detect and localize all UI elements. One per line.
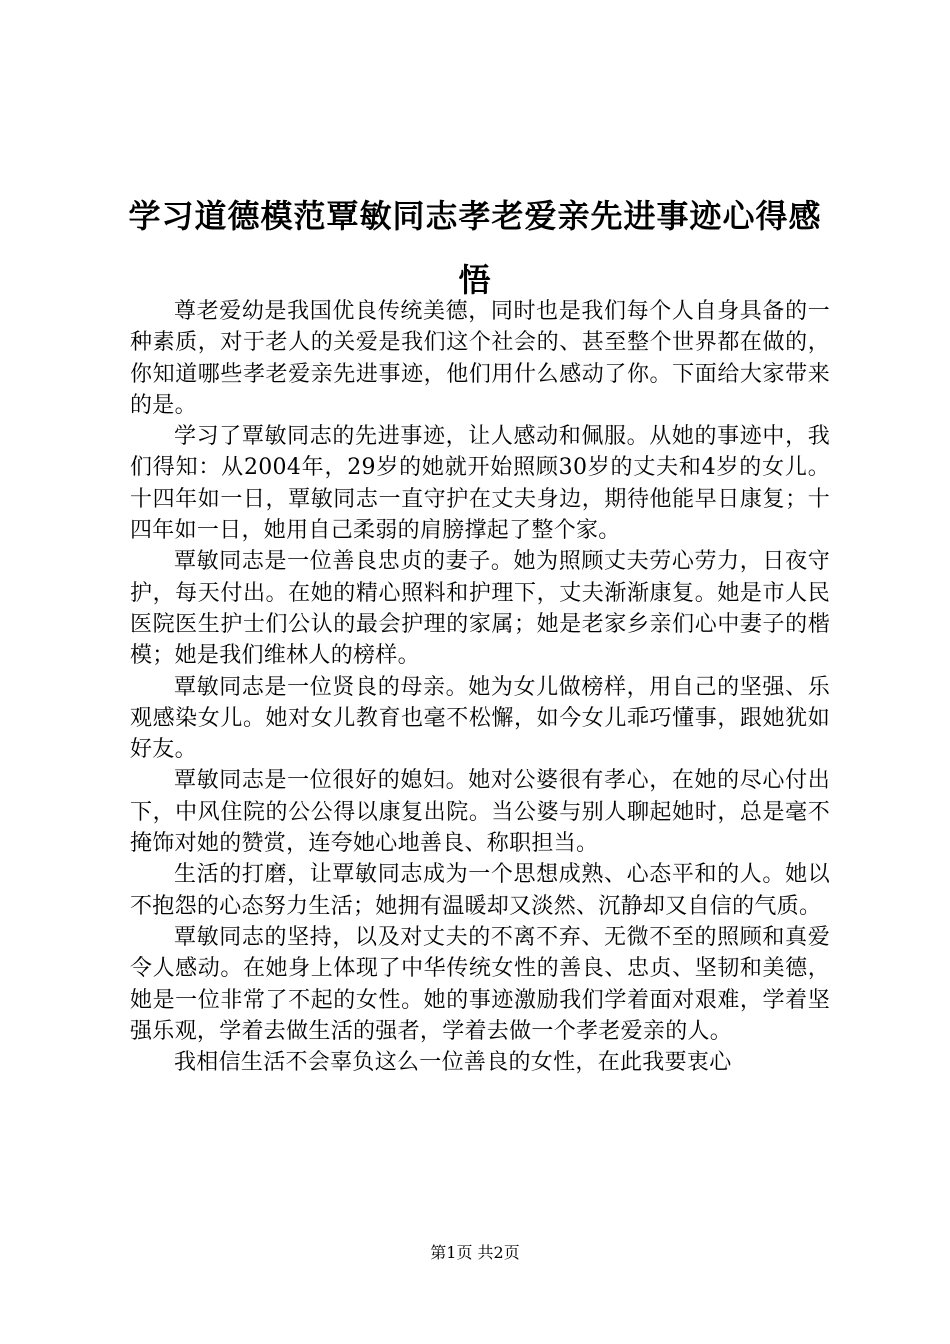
paragraph: 覃敏同志是一位贤良的母亲。她为女儿做榜样，用自己的坚强、乐观感染女儿。她对女儿教育也毫不松懈，如今女儿乖巧懂事，跟她犹如好友。: [130, 674, 830, 763]
paragraph: 生活的打磨，让覃敏同志成为一个思想成熟、心态平和的人。她以不抱怨的心态努力生活；她拥有温暖却又淡然、沉静却又自信的气质。: [130, 862, 830, 919]
paragraph: 尊老爱幼是我国优良传统美德，同时也是我们每个人自身具备的一种素质，对于老人的关爱是我们这个社会的、甚至整个世界都在做的，你知道哪些孝老爱亲先进事迹，他们用什么感动了你。下面给大家带来的是。: [130, 299, 830, 418]
document-body: [130, 296, 830, 1078]
paragraph: 我相信生活不会辜负这么一位善良的女性，在此我要衷心: [174, 1050, 732, 1076]
paragraph: 覃敏同志的坚持，以及对丈夫的不离不弃、无微不至的照顾和真爱令人感动。在她身上体现了中华传统女性的善良、忠贞、坚韧和美德，她是一位非常了不起的女性。她的事迹激励我们学着面对艰难，学着坚强乐观，学着去做生活的强者，学着去做一个孝老爱亲的人。: [130, 924, 830, 1044]
document-title: 学习道德模范覃敏同志孝老爱亲先进事迹心得感悟: [128, 197, 822, 299]
page-footer: 第1页 共2页: [430, 1243, 520, 1262]
paragraph: 覃敏同志是一位善良忠贞的妻子。她为照顾丈夫劳心劳力，日夜守护，每天付出。在她的精心照料和护理下，丈夫渐渐康复。她是市人民医院医生护士们公认的最会护理的家属；她是老家乡亲们心中妻子的楷模；她是我们维林人的榜样。: [130, 549, 830, 669]
paragraph: 覃敏同志是一位很好的媳妇。她对公婆很有孝心，在她的尽心付出下，中风住院的公公得以康复出院。当公婆与别人聊起她时，总是毫不掩饰对她的赞赏，连夸她心地善良、称职担当。: [130, 768, 830, 857]
paragraph: 学习了覃敏同志的先进事迹，让人感动和佩服。从她的事迹中，我们得知：从2004年，29岁的她就开始照顾30岁的丈夫和4岁的女儿。十四年如一日，覃敏同志一直守护在丈夫身边，期待他能早日康复；十四年如一日，她用自己柔弱的肩膀撑起了整个家。: [130, 424, 830, 544]
